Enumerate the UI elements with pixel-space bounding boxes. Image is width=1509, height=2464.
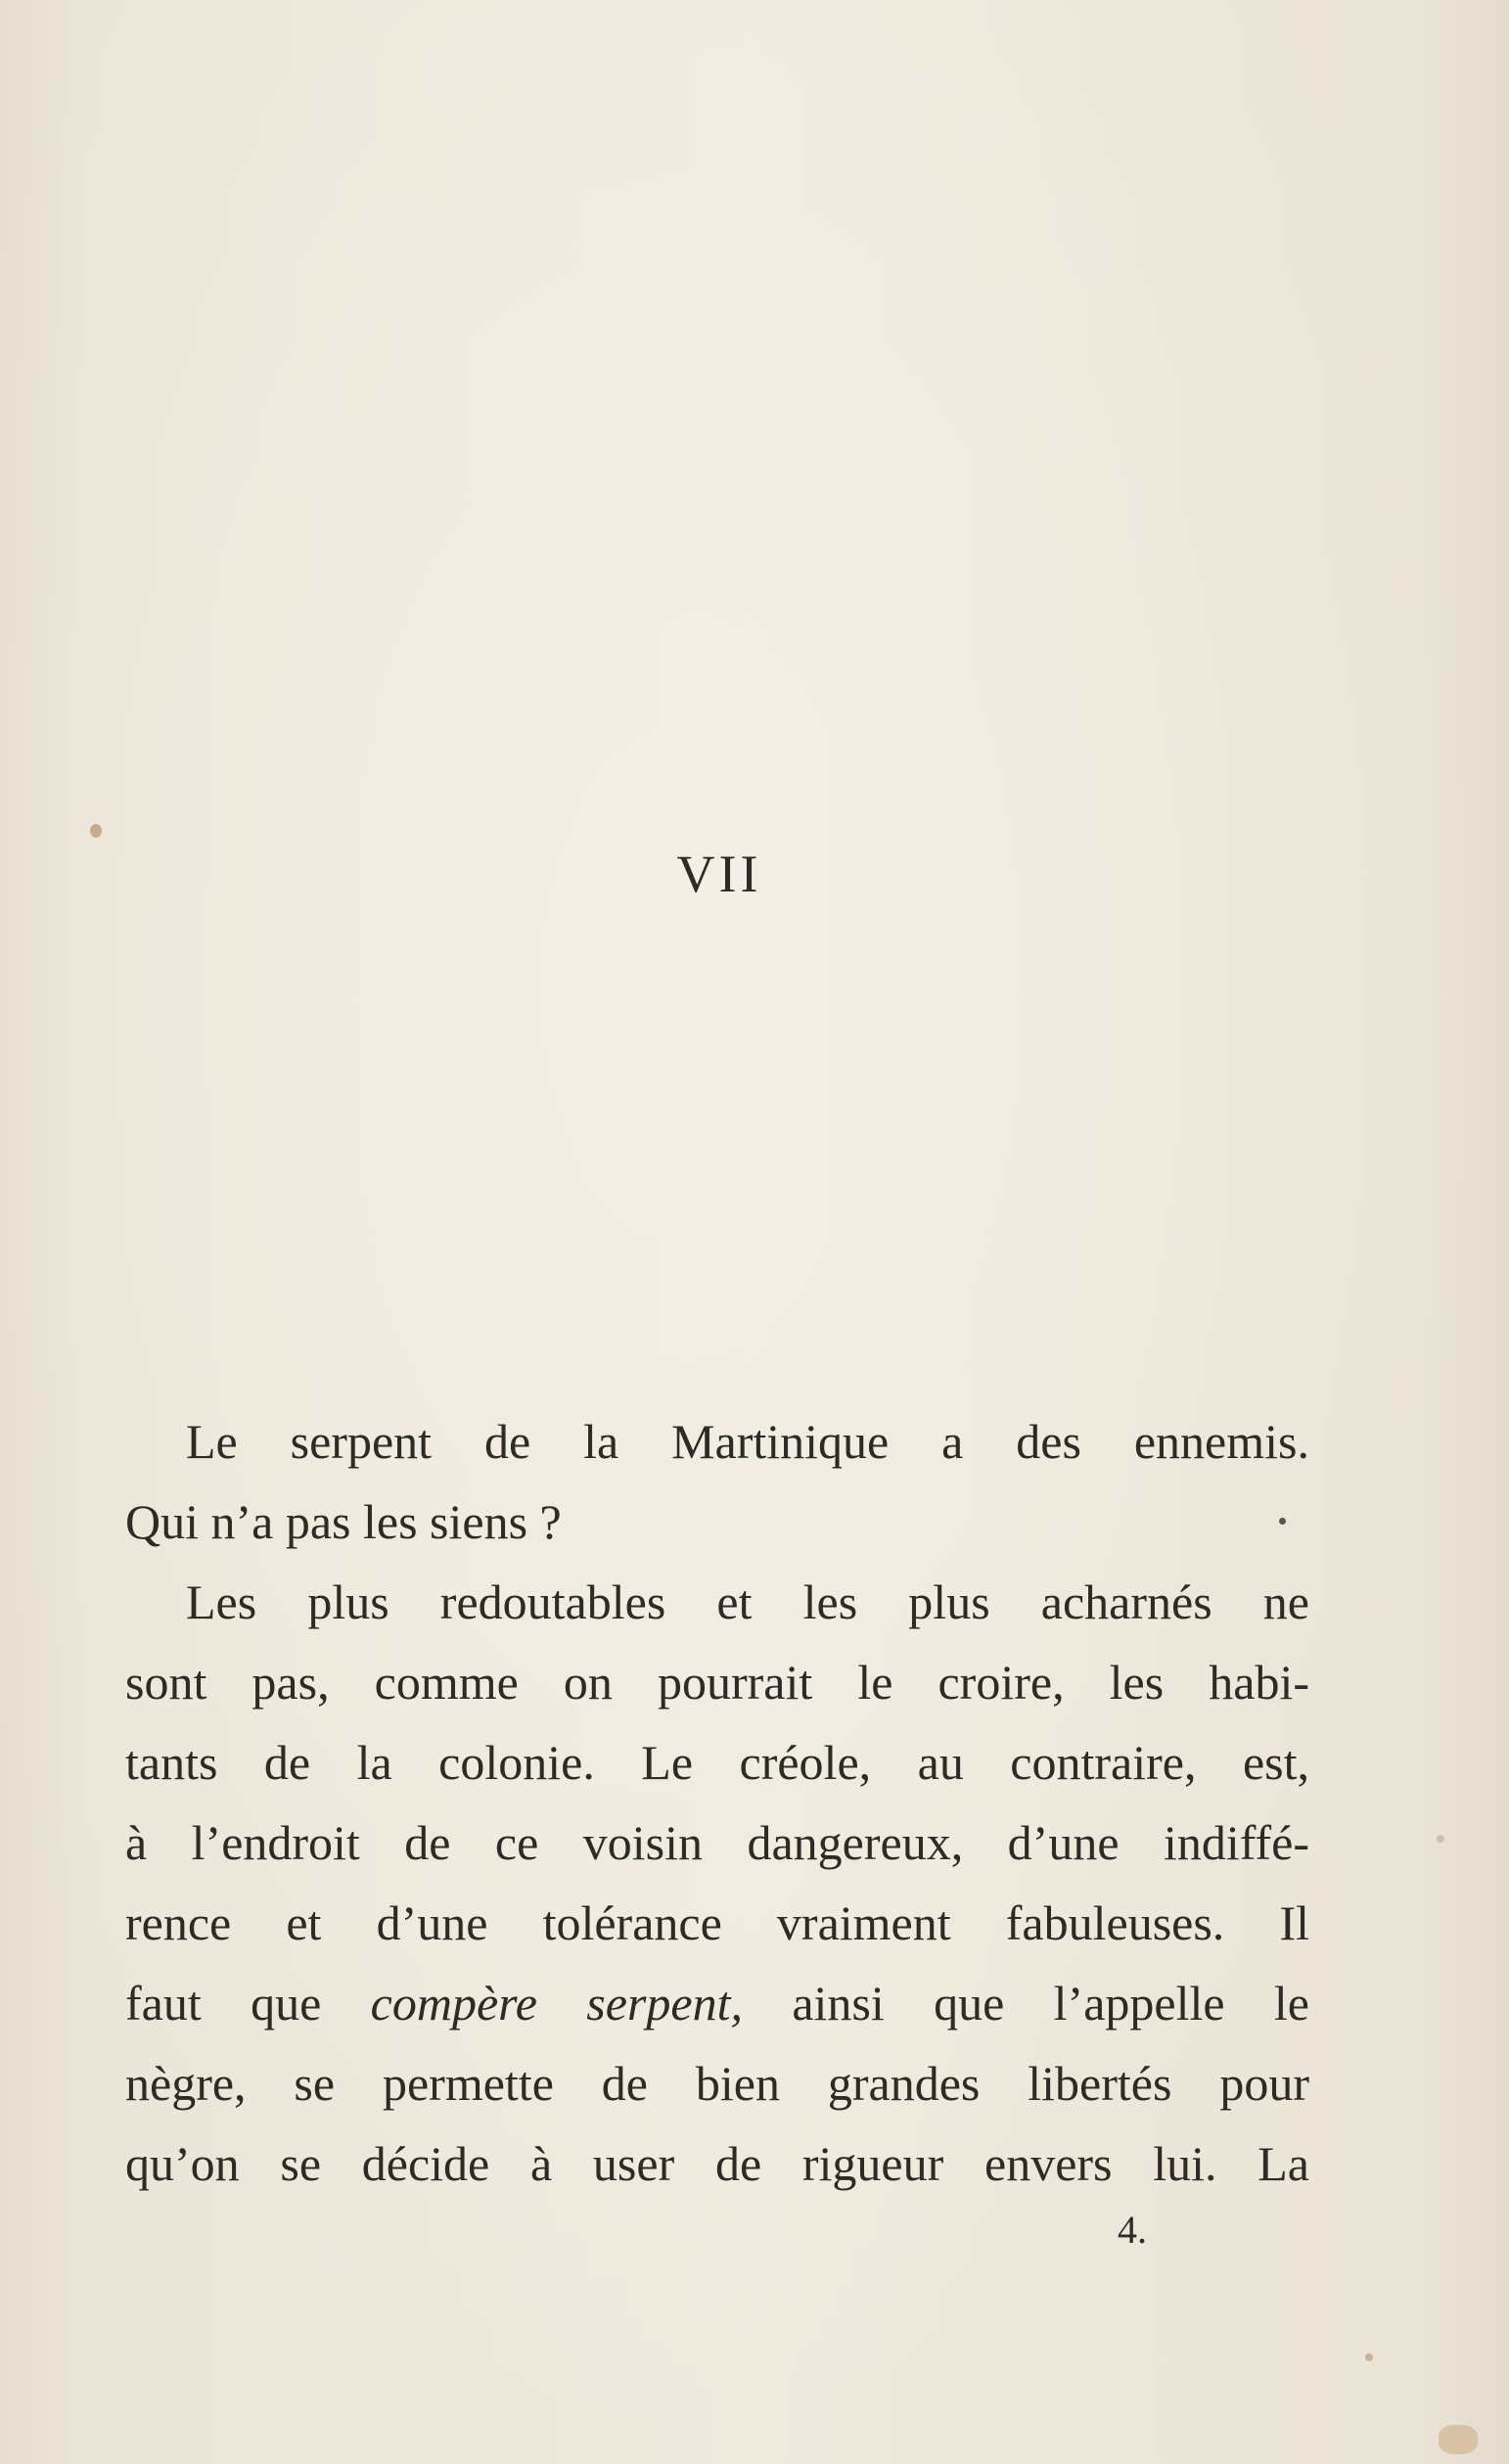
text-line: rence et d’une tolérance vraiment fabuleuses. Il <box>125 1895 1309 1950</box>
text-line: qu’on se décide à user de rigueur envers lui. La <box>125 2136 1309 2191</box>
paper-speck <box>90 824 102 838</box>
text-run: ainsi que l’appelle le <box>742 1976 1309 2031</box>
text-line: à l’endroit de ce voisin dangereux, d’une indiffé- <box>125 1815 1309 1870</box>
signature-mark: 4. <box>1118 2208 1147 2252</box>
text-line: nègre, se permette de bien grandes libertés pour <box>125 2056 1309 2111</box>
paper-speck <box>1279 1518 1286 1525</box>
text-line-with-italic <box>125 1963 1309 2043</box>
paper-speck <box>1439 2425 1478 2454</box>
text-run: faut que <box>125 1976 371 2031</box>
italic-phrase: compère serpent, <box>370 1976 743 2031</box>
text-line: Qui n’a pas les siens ? <box>125 1494 562 1549</box>
paper-speck <box>1365 2353 1373 2361</box>
text-line: sont pas, comme on pourrait le croire, les habi- <box>125 1655 1309 1710</box>
text-line: Les plus redoutables et les plus acharnés ne <box>186 1574 1309 1629</box>
text-line: tants de la colonie. Le créole, au contraire, est, <box>125 1735 1309 1790</box>
text-line: Le serpent de la Martinique a des ennemis. <box>186 1414 1309 1469</box>
chapter-heading: VII <box>676 844 762 903</box>
body-text <box>125 1401 1309 2204</box>
paper-speck <box>1437 1835 1444 1843</box>
